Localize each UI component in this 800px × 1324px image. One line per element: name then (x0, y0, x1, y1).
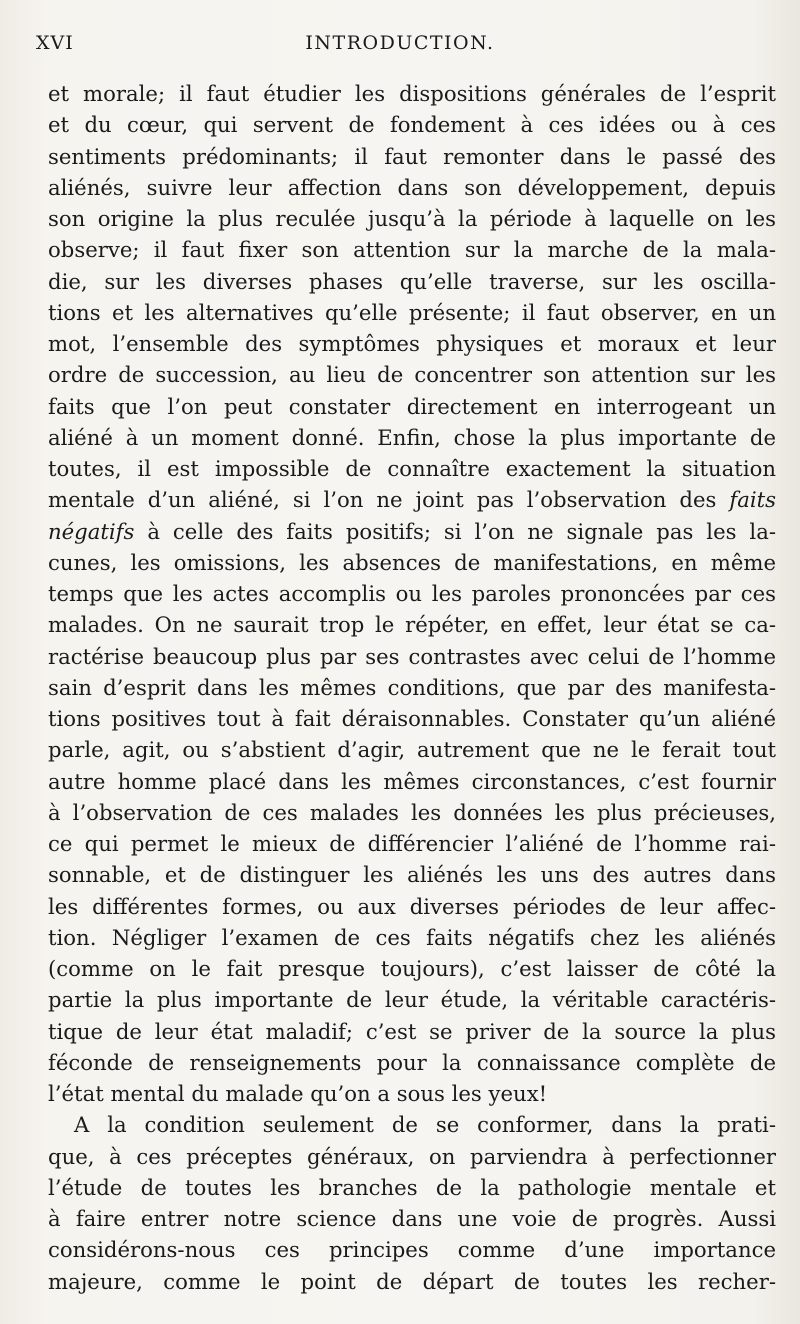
italic-term: négatifs (48, 518, 135, 544)
text-line: observe; il faut fixer son attention sur la marche de la mala- (48, 237, 776, 263)
text-line: tions et les alternatives qu’elle présente; il faut observer, en un (48, 299, 776, 325)
text-line: aliénés, suivre leur affection dans son développement, depuis (48, 174, 776, 200)
text-line: tion. Négliger l’examen de ces faits négatifs chez les aliénés (48, 924, 776, 950)
text-line: et du cœur, qui servent de fondement à ces idées ou à ces (48, 112, 776, 138)
running-title: INTRODUCTION. (305, 32, 495, 54)
text-line: considérons-nous ces principes comme d’une importance (48, 1237, 776, 1263)
text-line: les différentes formes, ou aux diverses périodes de leur affec- (48, 893, 776, 919)
text-segment: à celle des faits positifs; si l’on ne signale pas les la- (134, 518, 776, 544)
paragraph-end-line: l’état mental du malade qu’on a sous les yeux! (48, 1081, 548, 1106)
text-line: die, sur les diverses phases qu’elle traverse, sur les oscilla- (48, 268, 776, 294)
text-line: malades. On ne saurait trop le répéter, en effet, leur état se ca- (48, 612, 776, 638)
text-line: l’étude de toutes les branches de la pathologie mentale et (48, 1174, 776, 1200)
text-line: son origine la plus reculée jusqu’à la période à laquelle on les (48, 206, 776, 231)
text-line: ordre de succession, au lieu de concentrer son attention sur les (48, 362, 776, 388)
text-line: sain d’esprit dans les mêmes conditions, que par des manifesta- (48, 674, 776, 700)
text-line: tique de leur état maladif; c’est se priver de la source la plus (48, 1018, 776, 1044)
text-line: toutes, il est impossible de connaître exactement la situation (48, 456, 776, 481)
paragraph-first-line: A la condition seulement de se conformer, dans la prati- (74, 1112, 776, 1138)
page-number: XVI (36, 32, 74, 54)
text-line: aliéné à un moment donné. Enfin, chose la plus importante de (48, 424, 776, 450)
text-line: féconde de renseignements pour la connaissance complète de (48, 1049, 776, 1075)
text-line: autre homme placé dans les mêmes circonstances, c’est fournir (48, 768, 776, 794)
text-line: mot, l’ensemble des symptômes physiques et moraux et leur (48, 331, 776, 356)
text-line: que, à ces préceptes généraux, on parviendra à perfectionner (48, 1143, 776, 1169)
text-line: ce qui permet le mieux de différencier l’aliéné de l’homme rai- (48, 831, 776, 856)
text-segment: mentale d’un aliéné, si l’on ne joint pas l’observation des (48, 487, 730, 513)
text-line (48, 484, 776, 515)
text-line: tions positives tout à fait déraisonnables. Constater qu’un aliéné (48, 706, 776, 731)
running-head (36, 32, 764, 62)
text-line: à l’observation de ces malades les données les plus précieuses, (48, 799, 776, 825)
text-line: sonnable, et de distinguer les aliénés les uns des autres dans (48, 862, 776, 888)
body-text (48, 78, 776, 1297)
text-line: sentiments prédominants; il faut remonter dans le passé des (48, 143, 776, 169)
text-line: partie la plus importante de leur étude, la véritable caractéris- (48, 987, 776, 1013)
text-line: (comme on le fait presque toujours), c’est laisser de côté la (48, 956, 776, 981)
italic-term: faits (729, 487, 776, 513)
text-line: à faire entrer notre science dans une voie de progrès. Aussi (48, 1206, 776, 1231)
text-line: et morale; il faut étudier les dispositions générales de l’esprit (48, 81, 776, 106)
text-line: parle, agit, ou s’abstient d’agir, autrement que ne le ferait tout (48, 737, 776, 763)
text-line (48, 516, 776, 547)
text-line: cunes, les omissions, les absences de manifestations, en même (48, 549, 776, 575)
text-line: faits que l’on peut constater directement en interrogeant un (48, 393, 776, 419)
text-line: temps que les actes accomplis ou les paroles prononcées par ces (48, 581, 776, 606)
text-line: ractérise beaucoup plus par ses contrastes avec celui de l’homme (48, 643, 776, 669)
text-line: majeure, comme le point de départ de toutes les recher- (48, 1268, 776, 1294)
